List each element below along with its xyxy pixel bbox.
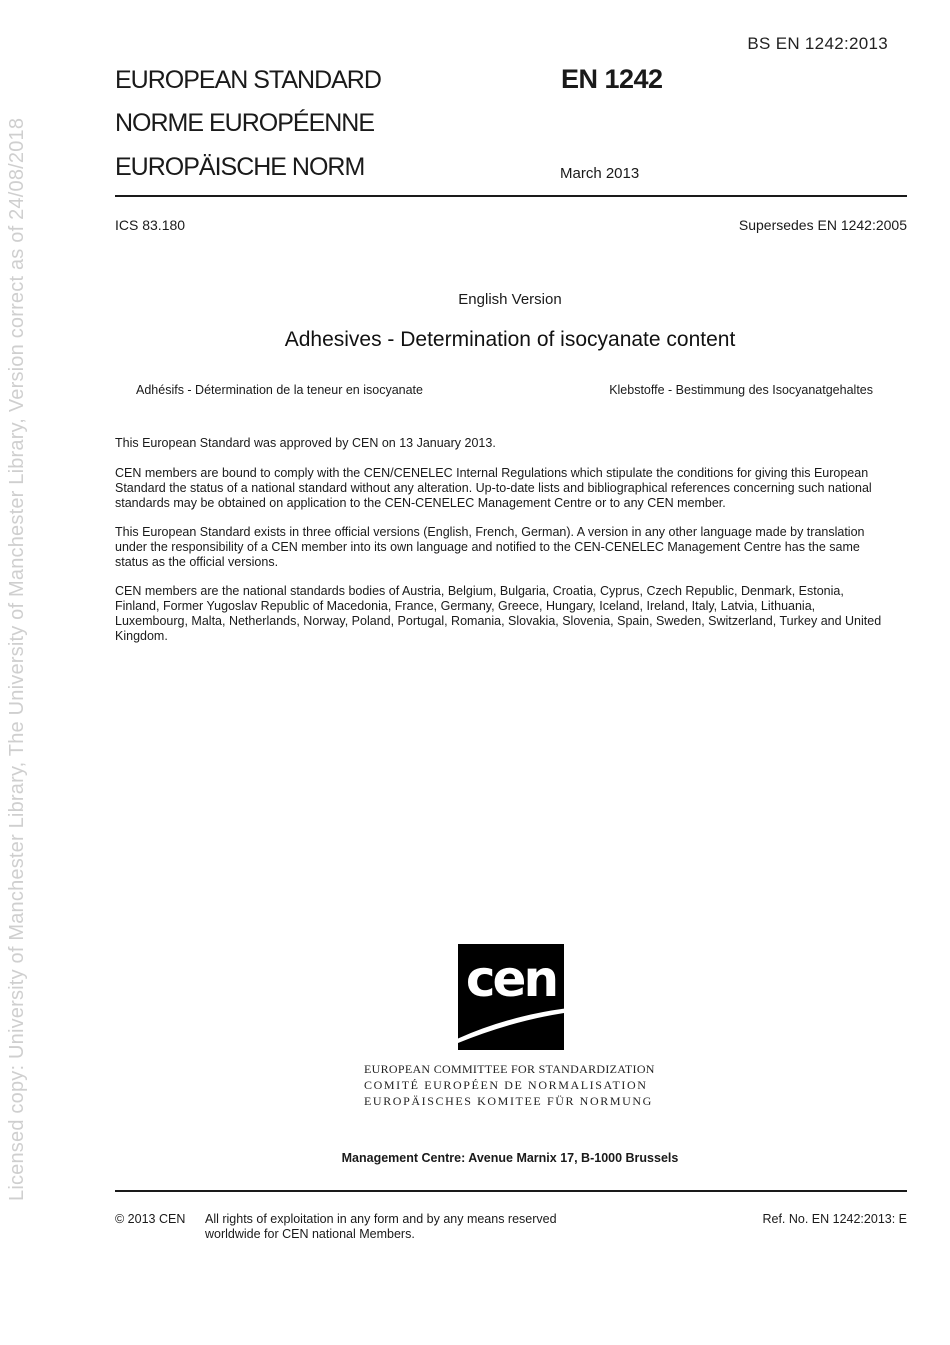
license-watermark: Licensed copy: University of Manchester Library, The University of Manchester Library, Version correct as of 24/08/2018: [6, 117, 28, 1201]
header-divider: [115, 195, 907, 197]
cen-name-french: COMITÉ EUROPÉEN DE NORMALISATION: [364, 1078, 648, 1092]
paragraph-line: Finland, Former Yugoslav Republic of Macedonia, France, Germany, Greece, Hungary, Iceland, Ireland, Italy, Latvia, Lithuania,: [115, 599, 816, 613]
standard-number: EN 1242: [561, 64, 663, 94]
version-label: English Version: [458, 291, 562, 308]
bs-reference: BS EN 1242:2013: [747, 34, 888, 53]
reference-number: Ref. No. EN 1242:2013: E: [762, 1212, 907, 1226]
rights-statement: [205, 1212, 625, 1242]
cen-logo: [458, 944, 564, 1050]
cen-name-english: EUROPEAN COMMITTEE FOR STANDARDIZATION: [364, 1062, 655, 1076]
regulations-paragraph: [115, 466, 910, 511]
paragraph-line: under the responsibility of a CEN member into its own language and notified to the CEN-CENELEC Management Centre has the same: [115, 540, 860, 554]
paragraph-line: CEN members are bound to comply with the CEN/CENELEC Internal Regulations which stipulate the conditions for giving this European: [115, 466, 869, 480]
versions-paragraph: [115, 525, 910, 570]
approval-text: This European Standard was approved by CEN on 13 January 2013.: [115, 436, 496, 450]
paragraph-line: Luxembourg, Malta, Netherlands, Norway, Poland, Portugal, Romania, Slovakia, Slovenia, Spain, Sweden, Switzerland, Turkey and United: [115, 614, 882, 628]
paragraph-line: This European Standard exists in three official versions (English, French, German). A version in any other language made by translation: [115, 525, 865, 539]
document-title: Adhesives - Determination of isocyanate content: [284, 328, 736, 351]
publication-date: March 2013: [560, 165, 640, 182]
paragraph-line: CEN members are the national standards bodies of Austria, Belgium, Bulgaria, Croatia, Cyprus, Czech Republic, Denmark, Estonia,: [115, 584, 844, 598]
approval-paragraph: [115, 436, 910, 451]
german-title: Klebstoffe - Bestimmung des Isocyanatgehaltes: [609, 383, 873, 397]
paragraph-line: Standard the status of a national standard without any alteration. Up-to-date lists and bibliographical references concerning such national: [115, 481, 872, 495]
french-title: Adhésifs - Détermination de la teneur en isocyanate: [136, 383, 423, 397]
ics-code: ICS 83.180: [115, 217, 186, 233]
cen-name-german: EUROPÄISCHES KOMITEE FÜR NORMUNG: [364, 1094, 653, 1108]
title-french: NORME EUROPÉENNE: [115, 109, 375, 137]
copyright-notice: © 2013 CEN: [115, 1212, 186, 1226]
title-english: EUROPEAN STANDARD: [115, 66, 381, 94]
logo-wordmark: cen: [465, 950, 557, 1008]
supersedes-note: Supersedes EN 1242:2005: [738, 217, 907, 233]
paragraph-line: standards may be obtained on application to the CEN-CENELEC Management Centre or to any CEN member.: [115, 496, 726, 510]
footer-divider: [115, 1190, 907, 1192]
management-centre-address: Management Centre: Avenue Marnix 17, B-1000 Brussels: [341, 1151, 679, 1165]
title-german: EUROPÄISCHE NORM: [115, 153, 365, 181]
members-paragraph: [115, 584, 910, 644]
rights-line: worldwide for CEN national Members.: [205, 1227, 415, 1241]
paragraph-line: status as the official versions.: [115, 555, 279, 569]
rights-line: All rights of exploitation in any form and by any means reserved: [205, 1212, 557, 1226]
paragraph-line: Kingdom.: [115, 629, 168, 643]
